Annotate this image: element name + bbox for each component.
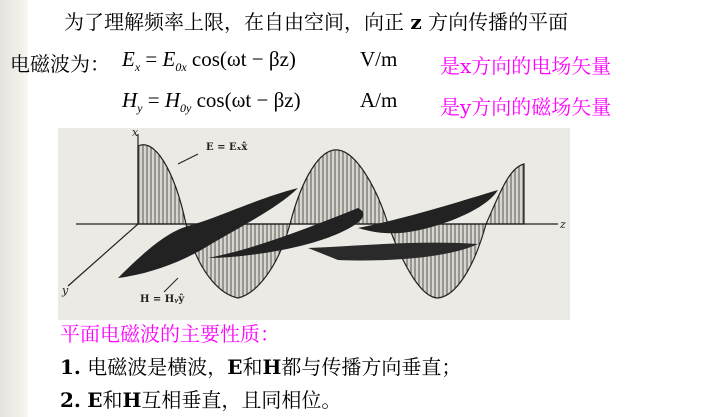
hy-arg: (ωt − βz) [224, 88, 301, 112]
properties-title: 平面电磁波的主要性质： [60, 322, 280, 346]
h-label-pointer [164, 278, 178, 292]
em-wave-diagram [58, 128, 570, 320]
e-label-pointer [178, 154, 198, 164]
hy-func: cos [191, 88, 225, 112]
property-2-e: E [87, 388, 103, 412]
property-1-and: 和 [242, 355, 263, 379]
hy-eq: = [142, 88, 165, 112]
y-axis-line [68, 224, 138, 286]
hy-lhs: H [122, 88, 138, 112]
ex-eq: = [140, 47, 163, 71]
hy-amp: H [164, 88, 181, 112]
property-2-text: 互相垂直，且同相位。 [141, 388, 342, 412]
property-2-number: 2. [60, 388, 81, 412]
ex-arg: (ωt − βz) [219, 47, 296, 71]
ex-amp: E [162, 47, 176, 71]
property-1-h: H [262, 355, 282, 379]
intro-text-after: 方向传播的平面 [421, 10, 569, 34]
z-axis-label: z [560, 218, 566, 231]
property-2 [60, 384, 341, 413]
intro-line-1 [64, 6, 568, 35]
ex-note: 是x方向的电场矢量 [440, 54, 612, 78]
property-1 [60, 351, 461, 380]
property-1-number: 1. [60, 355, 81, 379]
ex-amp-sub: 0x [175, 60, 187, 74]
property-1-text-b: 都与传播方向垂直； [281, 355, 462, 379]
y-axis-label: y [62, 284, 69, 297]
intro-line-2: 电磁波为： [10, 52, 110, 76]
hy-amp-sub: 0y [180, 101, 192, 115]
em-wave-figure [58, 128, 570, 320]
ex-lhs: E [122, 47, 135, 71]
hy-formula [122, 88, 301, 116]
hy-unit: A/m [360, 88, 398, 112]
intro-z-bold: z [410, 10, 422, 34]
property-1-text-a: 电磁波是横波， [87, 355, 228, 379]
property-2-and: 和 [102, 388, 123, 412]
hy-note: 是y方向的磁场矢量 [440, 95, 612, 119]
ex-func: cos [186, 47, 220, 71]
property-1-e: E [227, 355, 243, 379]
property-2-h: H [122, 388, 142, 412]
e-field-label: E = Eₓx̂ [206, 142, 248, 153]
x-axis-label: x [132, 128, 139, 139]
intro-text-before: 为了理解频率上限，在自由空间，向正 [64, 10, 411, 34]
ex-formula [122, 47, 296, 75]
hy-lhs-sub: y [137, 101, 143, 115]
ex-unit: V/m [360, 47, 398, 71]
ex-lhs-sub: x [134, 60, 141, 74]
h-field-label: H = Hᵧŷ [140, 294, 185, 305]
